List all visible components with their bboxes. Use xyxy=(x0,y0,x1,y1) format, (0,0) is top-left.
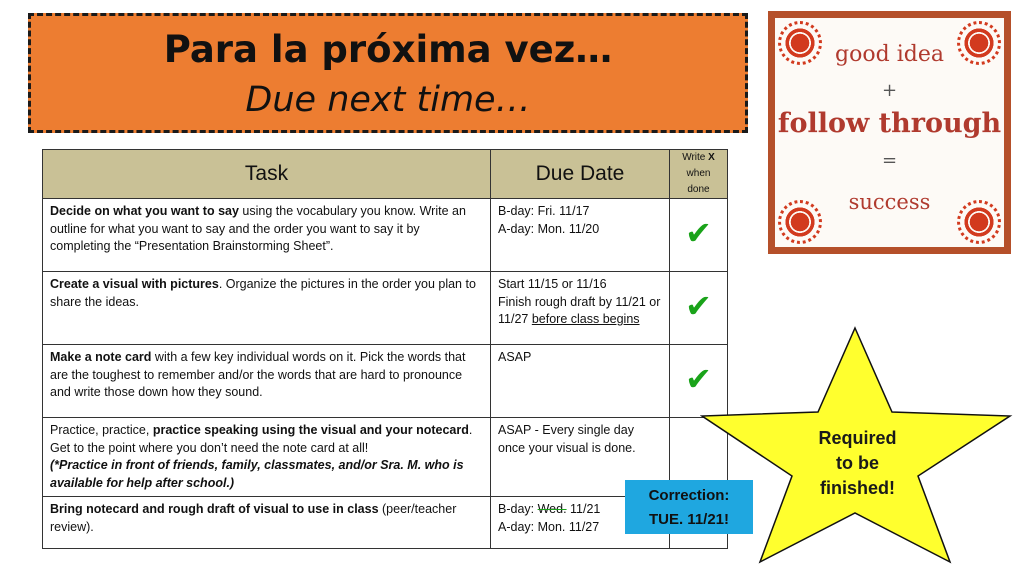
follow-through-text: follow through xyxy=(777,108,1002,139)
task-cell xyxy=(43,199,491,272)
task-note: (*Practice in front of friends, family, classmates, and/or Sra. M. who is available for help after school.) xyxy=(50,458,464,490)
done-header-prefix: Write xyxy=(682,152,709,163)
due-line: A-day: Mon. 11/20 xyxy=(498,221,600,236)
title-banner xyxy=(28,13,748,133)
checkmark-icon: ✔ xyxy=(685,288,712,324)
star-line: Required xyxy=(818,428,897,448)
good-idea-image xyxy=(768,11,1011,254)
task-bold: Make a note card xyxy=(50,350,152,364)
task-text: (peer/teacher review). xyxy=(50,502,457,534)
star-line: finished! xyxy=(820,478,895,498)
due-line: ASAP xyxy=(498,350,532,364)
page-subtitle: Due next time… xyxy=(245,80,531,120)
required-star xyxy=(700,326,1015,566)
task-text: . Organize the pictures in the order you plan to share the ideas. xyxy=(50,277,476,309)
due-cell xyxy=(491,272,670,345)
due-line: B-day: xyxy=(498,502,538,516)
task-cell xyxy=(43,497,491,549)
task-header: Task xyxy=(43,150,491,199)
star-text xyxy=(700,426,1015,501)
due-date-header: Due Date xyxy=(491,150,670,199)
due-cell xyxy=(491,345,670,418)
done-header-suffix: when done xyxy=(686,168,711,195)
table-header-row xyxy=(43,150,728,199)
task-text: Practice, practice, xyxy=(50,423,153,437)
task-text: using the vocabulary you know. Write an outline for what you want to say and the order you want to say it by completing the “Presentation Brainstorming Sheet”. xyxy=(50,204,466,253)
task-bold: practice speaking using the visual and your notecard xyxy=(152,423,469,437)
star-line: to be xyxy=(836,453,879,473)
table-row xyxy=(43,345,728,418)
task-cell xyxy=(43,345,491,418)
page-title: Para la próxima vez… xyxy=(163,28,613,71)
done-cell xyxy=(670,199,728,272)
task-cell xyxy=(43,418,491,497)
done-header-x: X xyxy=(708,152,715,163)
success-text: success xyxy=(848,190,931,214)
due-line: Start 11/15 or 11/16 xyxy=(498,277,607,291)
crossed-out-day: Wed. xyxy=(537,502,567,516)
due-cell xyxy=(491,199,670,272)
equals-sign: = xyxy=(881,150,898,171)
task-bold: Bring notecard and rough draft of visual to use in class xyxy=(50,502,379,516)
correction-date: TUE. 11/21! xyxy=(648,511,730,528)
due-line: Finish rough draft by 11/21 or 11/27 xyxy=(498,294,661,326)
table-row xyxy=(43,272,728,345)
task-bold: Create a visual with pictures xyxy=(50,277,219,291)
done-header xyxy=(670,150,728,199)
checkmark-icon: ✔ xyxy=(685,215,712,251)
due-line: B-day: Fri. 11/17 xyxy=(498,204,590,218)
task-text: with a few key individual words on it. Pick the words that are the toughest to remember and/or the words that are hard to pronounce and write those down how they sound. xyxy=(50,350,466,399)
plus-sign: + xyxy=(881,80,898,101)
due-line: 11/21 xyxy=(566,502,601,516)
task-cell xyxy=(43,272,491,345)
good-idea-text: good idea xyxy=(835,42,944,67)
due-line: ASAP - Every single day once your visual is done. xyxy=(498,423,636,455)
due-line: A-day: Mon. 11/27 xyxy=(498,519,600,534)
due-underlined: before class begins xyxy=(531,312,640,326)
checkmark-icon: ✔ xyxy=(685,361,712,397)
correction-label: Correction: xyxy=(648,487,730,504)
task-bold: Decide on what you want to say xyxy=(50,204,239,218)
task-text: . Get to the point where you don’t need the note card at all! xyxy=(50,423,473,455)
table-row xyxy=(43,199,728,272)
